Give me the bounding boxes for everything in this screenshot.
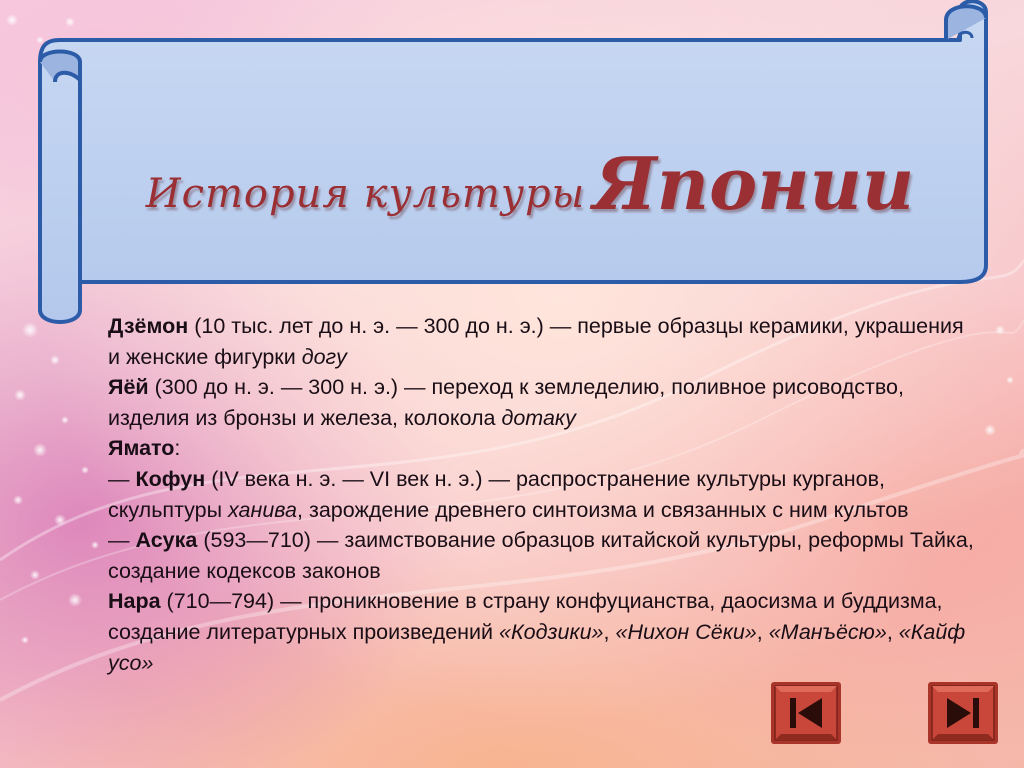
previous-slide-button[interactable] [770,681,842,745]
paragraph-dzemon: Дзёмон (10 тыс. лет до н. э. — 300 до н. э.) — первые образцы керамики, украшения и женские фигурки догу [108,314,964,369]
title-part-1: История культуры [145,171,586,217]
next-slide-button[interactable] [927,681,999,745]
title-part-2: Японии [593,141,915,226]
paragraph-yamato: Ямато: [108,436,181,461]
page-title [145,108,915,228]
content-text [108,311,978,678]
paragraph-yayoi: Яёй (300 до н. э. — 300 н. э.) — переход к земледелию, поливное рисоводство, изделия из бронзы и железа, колокола дотаку [108,375,904,430]
paragraph-nara: Нара (710—794) — проникновение в страну конфуцианства, даосизма и буддизма, создание литературных произведений «Кодзики», «Нихон Сёки», «Манъёсю», «Кайф усо» [108,589,966,675]
term-nara: Нара [108,589,161,614]
paragraph-kofun: — Кофун (IV века н. э. — VI век н. э.) — распространение культуры курганов, скульптуры ханива, зарождение древнего синтоизма и связанных с ним культов [108,466,909,522]
term-kofun: Кофун [135,466,206,491]
paragraph-asuka: — Асука (593—710) — заимствование образцов китайской культуры, реформы Тайка, создание кодексов законов [108,528,974,583]
term-yamato: Ямато [108,436,175,461]
italic-dotaku: дотаку [501,405,576,430]
work-kaifuso: «Кайф усо» [108,619,966,675]
italic-haniwa: ханива [228,497,298,522]
italic-dogu: догу [301,344,347,369]
term-asuka: Асука [135,528,198,553]
work-nihon-shoki: «Нихон Сёки» [615,619,757,644]
term-yayoi: Яёй [108,375,149,400]
title-scroll-banner [0,0,1024,330]
work-kojiki: «Кодзики» [499,619,604,644]
term-dzemon: Дзёмон [108,314,189,338]
work-manyoshu: «Манъёсю» [768,619,887,644]
